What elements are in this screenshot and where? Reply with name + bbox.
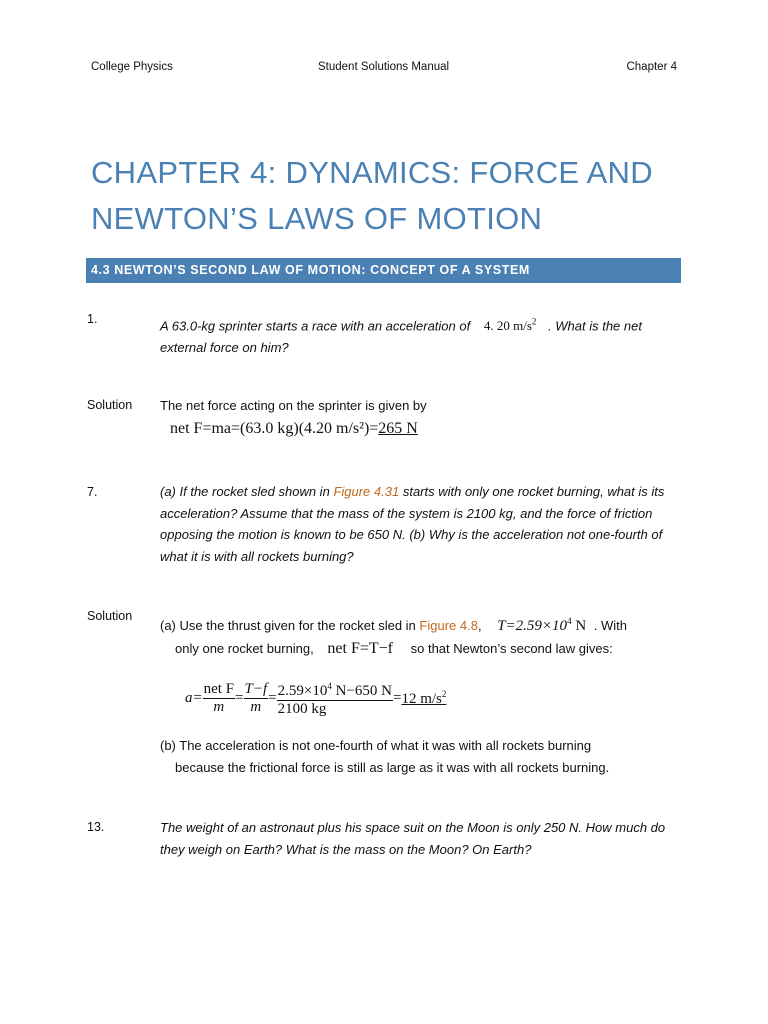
accel-value: 4. 20 m/s	[483, 318, 532, 334]
problem-1-solution-text: The net force acting on the sprinter is given by	[160, 398, 427, 413]
problem-1-question	[160, 312, 680, 359]
figure-4-8-link[interactable]: Figure 4.8	[419, 618, 478, 633]
fraction-t-minus-f-over-m	[244, 681, 269, 716]
problem-7-solution-a-line1	[160, 611, 690, 638]
net-force-equation: net F=T−f	[327, 640, 393, 657]
problem-7-solution-a-line2	[175, 638, 695, 660]
frac1-num: net F	[203, 680, 235, 697]
eq-sign-3: =	[392, 689, 402, 706]
problem-1-question-a: A 63.0-kg sprinter starts a race with an acceleration of	[160, 318, 471, 334]
frac3-num-b: N−650 N	[335, 683, 392, 699]
problem-13-question: The weight of an astronaut plus his space suit on the Moon is only 250 N. How much do they weigh on Earth? What is the mass on the Moon? On Earth?	[160, 820, 666, 857]
problem-1-eq-lhs: net F=ma=(63.0 kg)(4.20 m/s²)=	[170, 420, 379, 437]
problem-1-number: 1.	[87, 312, 98, 326]
fraction-numeric	[277, 678, 393, 718]
eq-sign-2: =	[268, 689, 277, 706]
sa-text-3: so that Newton’s second law gives:	[410, 641, 613, 656]
frac2-den: m	[250, 698, 262, 715]
problem-13-number: 13.	[87, 820, 105, 834]
sa-comma: ,	[477, 618, 482, 633]
problem-1-solution-label: Solution	[87, 398, 133, 412]
thrust-unit: N	[575, 618, 587, 634]
accel-exp: 2	[531, 317, 537, 327]
header-center: Student Solutions Manual	[318, 61, 450, 73]
frac1-den: m	[213, 698, 225, 715]
problem-7-equation	[185, 678, 446, 718]
header-left: College Physics	[91, 61, 173, 73]
section-heading: 4.3 NEWTON’S SECOND LAW OF MOTION: CONCEPT OF A SYSTEM	[86, 258, 681, 283]
frac3-den: 2100 kg	[277, 701, 327, 717]
sa-text-1: (a) Use the thrust given for the rocket sled in	[160, 618, 416, 633]
thrust-equation	[497, 618, 586, 634]
chapter-title	[91, 150, 691, 242]
eq-result-exp: 2	[441, 688, 447, 699]
problem-7-solution-label: Solution	[87, 609, 133, 623]
frac3-exp: 4	[327, 681, 332, 691]
figure-4-31-link[interactable]: Figure 4.31	[333, 484, 400, 499]
problem-7-solution-b-line1: (b) The acceleration is not one-fourth of what it was with all rockets burning	[160, 738, 592, 753]
frac2-num: T−f	[244, 680, 268, 697]
problem-7-eq-result	[401, 689, 446, 708]
eq-sign-1: =	[235, 689, 244, 706]
problem-7-q-a: (a) If the rocket sled shown in	[160, 484, 330, 499]
problem-1-question-b: . What is the net external force on him?	[160, 318, 642, 355]
problem-1-equation	[170, 420, 418, 438]
chapter-title-line2: NEWTON’S LAWS OF MOTION	[91, 201, 543, 236]
fraction-net-f-over-m	[203, 681, 235, 716]
eq-result: 12 m/s	[401, 690, 442, 707]
eq-a: a=	[185, 689, 203, 706]
thrust-eq: T=2.59×10	[497, 618, 568, 634]
problem-7-solution-b-line2: because the frictional force is still as large as it was with all rockets burning.	[175, 760, 610, 775]
chapter-title-line1: CHAPTER 4: DYNAMICS: FORCE AND	[91, 155, 653, 190]
thrust-exp: 4	[567, 616, 572, 626]
sa-text-2: only one rocket burning,	[175, 641, 314, 656]
problem-7-question	[160, 481, 680, 567]
problem-1-eq-result: 265 N	[378, 420, 418, 437]
problem-7-q-b: starts with only one rocket burning, what is its acceleration? Assume that the mass of the system is 2100 kg, and the force of friction opposing the motion is known to be 650 N. (b) Why is the acceleration not one-fourth of what it is with all rockets burning?	[160, 484, 665, 564]
frac3-num: 2.59×10	[277, 683, 328, 699]
sa-with: . With	[593, 618, 628, 633]
problem-7-number: 7.	[87, 485, 98, 499]
header-right: Chapter 4	[626, 61, 677, 73]
problem-1-accel	[484, 318, 537, 333]
